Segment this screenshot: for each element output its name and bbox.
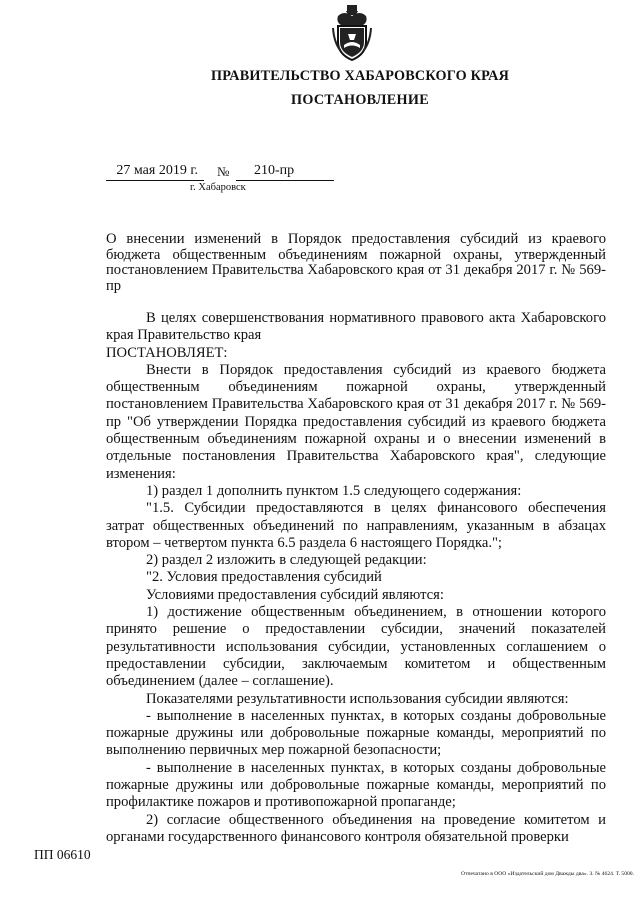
printer-note: Отпечатано в ООО «Издательский дом Дважды два». З. № 4624. Т. 5000.	[461, 871, 634, 877]
coat-of-arms-emblem	[330, 4, 374, 62]
khabarovsk-krai-coat-of-arms-icon	[330, 4, 374, 62]
paragraph: 1) достижение общественным объединением, в отношении которого принято решение о предоставлении субсидии, значений показателей результативности использования субсидии, установленных соглашением о предоставлении субсидии, заключаемым комитетом и общественным объединением (далее – соглашение).	[106, 604, 606, 690]
paragraph: Внести в Порядок предоставления субсидий из краевого бюджета общественным объединениям пожарной охраны, утвержденный постановлением Правительства Хабаровского края от 31 декабря 2017 г. № 569-пр "Об утверждении Порядка предоставления субсидий из краевого бюджета общественным объединениям пожарной охраны и о внесении изменений в отдельные постановления Правительства Хабаровского края", следующие изменения:	[106, 361, 606, 482]
paragraph: Условиями предоставления субсидий являются:	[146, 586, 444, 603]
paragraph: "2. Условия предоставления субсидий	[146, 569, 382, 586]
paragraph: В целях совершенствования нормативного правового акта Хабаровского края Правительство края	[106, 310, 606, 344]
organization-title: ПРАВИТЕЛЬСТВО ХАБАРОВСКОГО КРАЯ	[210, 68, 510, 84]
paragraph: - выполнение в населенных пунктах, в которых созданы добровольные пожарные дружины или добровольные пожарные команды, мероприятий по выполнению первичных мер пожарной безопасности;	[106, 707, 606, 759]
resolution-keyword: ПОСТАНОВЛЯЕТ:	[106, 344, 228, 361]
footer-code: ПП 06610	[34, 847, 91, 862]
document-city: г. Хабаровск	[190, 182, 246, 193]
number-sign: №	[217, 164, 230, 179]
paragraph: - выполнение в населенных пунктах, в которых созданы добровольные пожарные дружины или добровольные пожарные команды, мероприятий по профилактике пожаров и противопожарной пропаганде;	[106, 759, 606, 811]
paragraph: 2) согласие общественного объединения на проведение комитетом и органами государственного финансового контроля обязательной проверки	[106, 811, 606, 845]
paragraph: Показателями результативности использования субсидии являются:	[146, 690, 569, 707]
paragraph: 2) раздел 2 изложить в следующей редакции:	[146, 552, 427, 569]
paragraph: "1.5. Субсидии предоставляются в целях финансового обеспечения затрат общественных объединений по направлениям, указанным в абзацах втором – четвертом пункта 6.5 раздела 6 настоящего Порядка.";	[106, 500, 606, 551]
document-date: 27 мая 2019 г.	[106, 162, 204, 181]
document-type: ПОСТАНОВЛЕНИЕ	[291, 92, 429, 108]
paragraph: 1) раздел 1 дополнить пунктом 1.5 следующего содержания:	[146, 482, 522, 499]
document-subject: О внесении изменений в Порядок предоставления субсидий из краевого бюджета общественным объединениям пожарной охраны, утвержденный постановлением Правительства Хабаровского края от 31 декабря 2017 г. № 569-пр	[106, 231, 606, 294]
document-body	[106, 310, 606, 846]
document-number: 210-пр	[236, 162, 334, 181]
